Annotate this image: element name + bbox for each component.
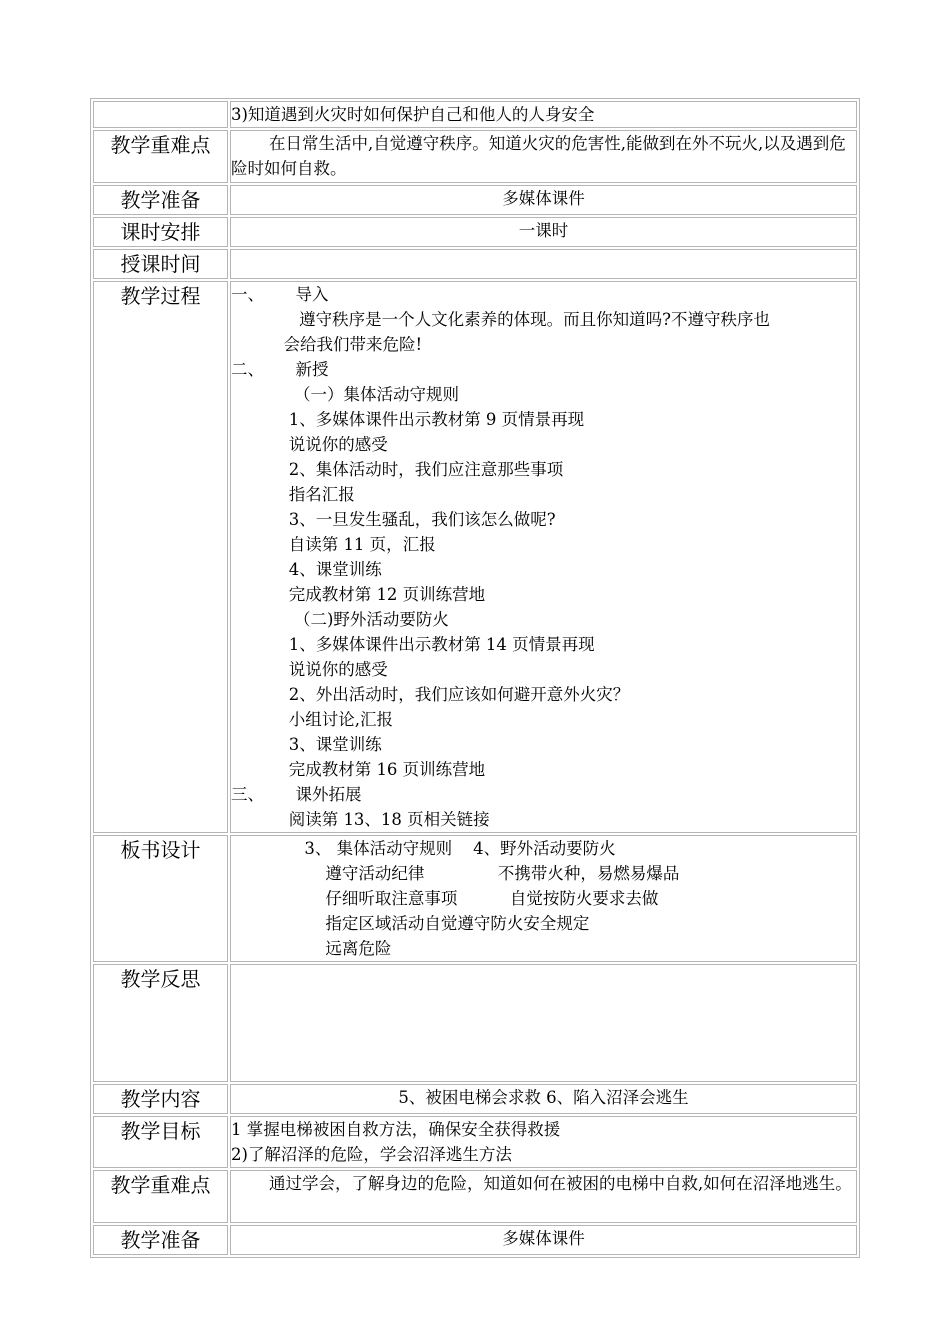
text-line: （二)野外活动要防火 bbox=[231, 610, 449, 629]
text-line: 完成教材第 12 页训练营地 bbox=[231, 585, 486, 604]
text-line: 完成教材第 16 页训练营地 bbox=[231, 760, 486, 779]
text-line: 阅读第 13、18 页相关链接 bbox=[231, 810, 490, 829]
text-line: 二、 新授 bbox=[231, 360, 329, 379]
text-line: 4、课堂训练 bbox=[231, 560, 382, 579]
table-row bbox=[93, 217, 857, 247]
text-line: 说说你的感受 bbox=[231, 435, 388, 454]
text-line: 一、 导入 bbox=[231, 285, 329, 304]
row-label: 教学过程 bbox=[93, 281, 228, 833]
text-line: 指定区域活动自觉遵守防火安全规定 bbox=[231, 914, 590, 933]
row-label: 教学内容 bbox=[93, 1084, 228, 1114]
text-line: 远离危险 bbox=[231, 939, 392, 958]
objective-3 bbox=[230, 101, 857, 128]
table-row bbox=[93, 835, 857, 962]
text-line: 三、 课外拓展 bbox=[231, 785, 362, 804]
difficulty-value bbox=[230, 1170, 857, 1223]
table-row bbox=[93, 185, 857, 215]
text-line: 2、集体活动时，我们应注意那些事项 bbox=[231, 460, 564, 479]
row-label: 教学准备 bbox=[93, 185, 228, 215]
table-row bbox=[93, 281, 857, 833]
time-value bbox=[230, 249, 857, 279]
difficulty-value bbox=[230, 130, 857, 183]
table-row bbox=[93, 101, 857, 128]
goal-line: 2)了解沼泽的危险，学会沼泽逃生方法 bbox=[231, 1145, 512, 1164]
row-label: 教学反思 bbox=[93, 964, 228, 1082]
text-line: 3、课堂训练 bbox=[231, 735, 382, 754]
table-row bbox=[93, 130, 857, 183]
table-row bbox=[93, 1116, 857, 1168]
table-row bbox=[93, 1084, 857, 1114]
text-line: 3、 集体活动守规则 4、野外活动要防火 bbox=[231, 839, 616, 858]
process-lines bbox=[231, 282, 856, 832]
table-row bbox=[93, 1225, 857, 1255]
content-value: 5、被困电梯会求救 6、陷入沼泽会逃生 bbox=[230, 1084, 857, 1114]
text-line: 仔细听取注意事项 自觉按防火要求去做 bbox=[231, 889, 659, 908]
table-row bbox=[93, 1170, 857, 1223]
lesson-plan-table bbox=[90, 98, 860, 1258]
row-label: 板书设计 bbox=[93, 835, 228, 962]
table-row bbox=[93, 249, 857, 279]
difficulty-text: 在日常生活中,自觉遵守秩序。知道火灾的危害性,能做到在外不玩火,以及遇到危险时如何自救。 bbox=[231, 134, 846, 178]
board-lines bbox=[231, 836, 856, 961]
text-line: 2、外出活动时，我们应该如何避开意外火灾？ bbox=[231, 685, 630, 704]
text-line: 1、多媒体课件出示教材第 9 页情景再现 bbox=[231, 410, 585, 429]
row-label: 教学重难点 bbox=[93, 130, 228, 183]
text-line: 说说你的感受 bbox=[231, 660, 388, 679]
goal-line: 1 掌握电梯被困自救方法，确保安全获得救援 bbox=[231, 1120, 561, 1139]
reflection-value bbox=[230, 964, 857, 1082]
text-line: 自读第 11 页，汇报 bbox=[231, 535, 436, 554]
text-line: 1、多媒体课件出示教材第 14 页情景再现 bbox=[231, 635, 595, 654]
objective-text: 3)知道遇到火灾时如何保护自己和他人的人身安全 bbox=[231, 105, 595, 124]
text-line: （一）集体活动守规则 bbox=[231, 385, 459, 404]
goal-value bbox=[230, 1116, 857, 1168]
text-line: 3、一旦发生骚乱，我们该怎么做呢? bbox=[231, 510, 556, 529]
process-value bbox=[230, 281, 857, 833]
row-label: 教学重难点 bbox=[93, 1170, 228, 1223]
prep-value: 多媒体课件 bbox=[230, 1225, 857, 1255]
text-line: 遵守活动纪律 不携带火种，易燃易爆品 bbox=[231, 864, 680, 883]
row-label bbox=[93, 101, 228, 128]
board-value bbox=[230, 835, 857, 962]
prep-value: 多媒体课件 bbox=[230, 185, 857, 215]
schedule-value: 一课时 bbox=[230, 217, 857, 247]
difficulty-text: 通过学会，了解身边的危险，知道如何在被困的电梯中自救,如何在沼泽地逃生。 bbox=[269, 1174, 852, 1193]
row-label: 教学目标 bbox=[93, 1116, 228, 1168]
table-row bbox=[93, 964, 857, 1082]
row-label: 课时安排 bbox=[93, 217, 228, 247]
text-line: 小组讨论,汇报 bbox=[231, 710, 393, 729]
row-label: 授课时间 bbox=[93, 249, 228, 279]
text-line: 遵守秩序是一个人文化素养的体现。而且你知道吗?不遵守秩序也 bbox=[231, 310, 771, 329]
text-line: 指名汇报 bbox=[231, 485, 355, 504]
row-label: 教学准备 bbox=[93, 1225, 228, 1255]
text-line: 会给我们带来危险! bbox=[231, 335, 423, 354]
